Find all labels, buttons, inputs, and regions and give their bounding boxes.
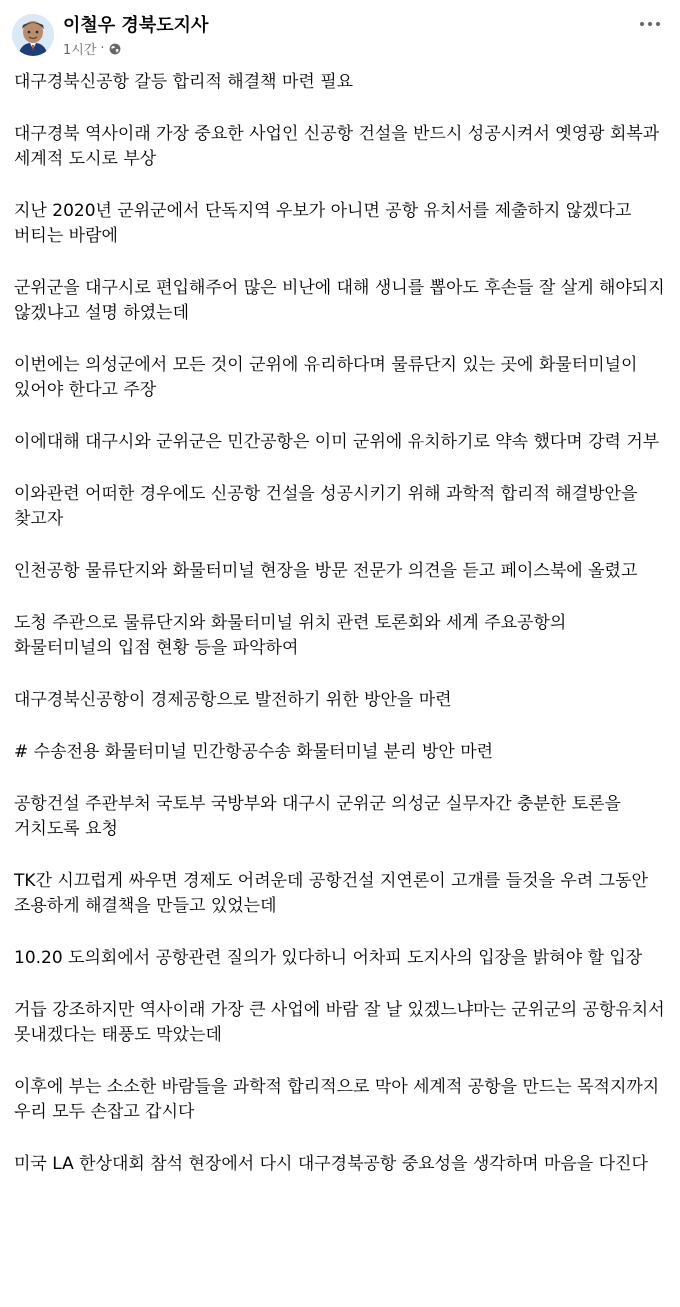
post-paragraph: 10.20 도의회에서 공항관련 질의가 있다하니 어차피 도지사의 입장을 밝혀야 할 입장 bbox=[14, 948, 643, 968]
more-options-icon[interactable] bbox=[636, 10, 664, 38]
profile-avatar[interactable] bbox=[12, 14, 54, 56]
post-paragraph: 도청 주관으로 물류단지와 화물터미널 위치 관련 토론회와 세계 주요공항의 화물터미널의 입점 현황 등을 파악하여 bbox=[14, 613, 567, 658]
post-paragraph: 지난 2020년 군위군에서 단독지역 우보가 아니면 공항 유치서를 제출하지 않겠다고 버티는 바람에 bbox=[14, 201, 632, 246]
post-header bbox=[12, 10, 668, 60]
post-paragraph: 인천공항 물류단지와 화물터미널 현장을 방문 전문가 의견을 듣고 페이스북에 올렸고 bbox=[14, 561, 638, 581]
post-paragraph: # 수송전용 화물터미널 민간항공수송 화물터미널 분리 방안 마련 bbox=[14, 742, 494, 762]
post-paragraph: 미국 LA 한상대회 참석 현장에서 다시 대구경북공항 중요성을 생각하며 마음을 다진다 bbox=[14, 1154, 648, 1174]
post-paragraph: 거듭 강조하지만 역사이래 가장 큰 사업에 바람 잘 날 있겠느냐마는 군위군의 공항유치서 못내겠다는 태풍도 막았는데 bbox=[14, 1000, 665, 1045]
more-dot-icon bbox=[640, 22, 644, 26]
post-time[interactable]: 1시간 bbox=[63, 43, 97, 58]
author-name[interactable]: 이철우 경북도지사 bbox=[63, 15, 209, 36]
avatar-image bbox=[12, 14, 54, 56]
post-paragraph: 대구경북 역사이래 가장 중요한 사업인 신공항 건설을 반드시 성공시켜서 옛영광 회복과 세계적 도시로 부상 bbox=[14, 124, 660, 169]
post-paragraph: TK간 시끄럽게 싸우면 경제도 어려운데 공항건설 지연론이 고개를 들것을 우려 그동안 조용하게 해결책을 만들고 있었는데 bbox=[14, 871, 648, 916]
post-paragraph: 공항건설 주관부처 국토부 국방부와 대구시 군위군 의성군 실무자간 충분한 토론을 거치도록 요청 bbox=[14, 794, 621, 839]
globe-icon[interactable] bbox=[109, 43, 121, 55]
post-meta bbox=[63, 39, 121, 58]
post-paragraph: 대구경북신공항이 경제공항으로 발전하기 위한 방안을 마련 bbox=[14, 690, 452, 710]
more-dot-icon bbox=[656, 22, 660, 26]
post-paragraph: 이와관련 어떠한 경우에도 신공항 건설을 성공시키기 위해 과학적 합리적 해결방안을 찾고자 bbox=[14, 484, 638, 529]
post-paragraph: 이후에 부는 소소한 바람들을 과학적 합리적으로 막아 세계적 공항을 만드는 목적지까지 우리 모두 손잡고 갑시다 bbox=[14, 1077, 660, 1122]
more-dot-icon bbox=[648, 22, 652, 26]
post-paragraph: 군위군을 대구시로 편입해주어 많은 비난에 대해 생니를 뽑아도 후손들 잘 살게 해야되지 않겠냐고 설명 하였는데 bbox=[14, 278, 665, 323]
post-paragraph: 대구경북신공항 갈등 합리적 해결책 마련 필요 bbox=[14, 72, 354, 92]
post-text bbox=[14, 70, 666, 1177]
post-paragraph: 이번에는 의성군에서 모든 것이 군위에 유리하다며 물류단지 있는 곳에 화물터미널이 있어야 한다고 주장 bbox=[14, 355, 638, 400]
meta-separator: · bbox=[100, 41, 105, 56]
post-paragraph: 이에대해 대구시와 군위군은 민간공항은 이미 군위에 유치하기로 약속 했다며 강력 거부 bbox=[14, 432, 660, 452]
